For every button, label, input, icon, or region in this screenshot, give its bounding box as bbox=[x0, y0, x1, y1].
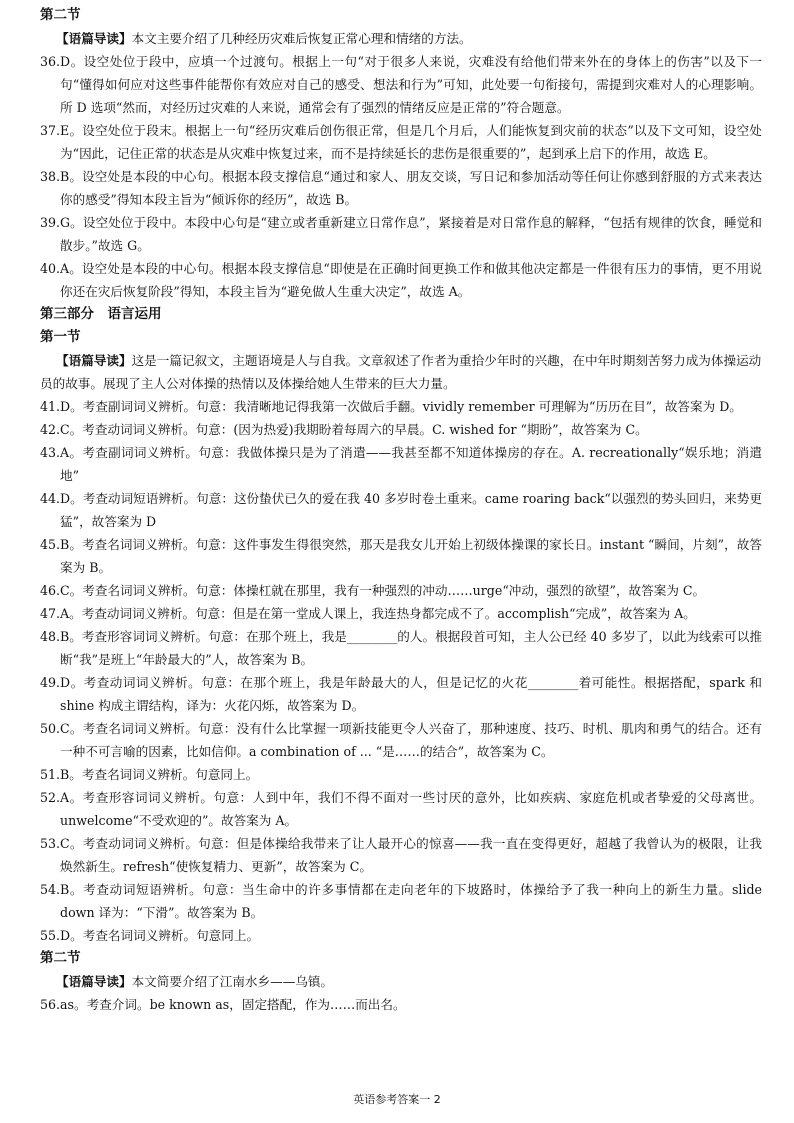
answer-item-49 bbox=[40, 671, 762, 717]
item-text: A。考查形容词词义辨析。句意：人到中年，我们不得不面对一些讨厌的意外，比如疾病、家庭危机或者挚爱的父母离世。unwelcome“不受欢迎的”。故答案为 A。 bbox=[60, 790, 762, 828]
guide-tag: 【语篇导读】 bbox=[56, 353, 132, 368]
item-text: B。考查动词短语辨析。句意：当生命中的许多事情都在走向老年的下坡路时，体操给予了我一种向上的新生力量。slide down 译为：“下滑”。故答案为 B。 bbox=[60, 882, 762, 920]
item-number: 46. bbox=[40, 583, 61, 598]
answer-item-43 bbox=[40, 441, 762, 487]
item-number: 50. bbox=[40, 721, 61, 736]
answer-item-56 bbox=[40, 993, 762, 1016]
section2-heading: 第二节 bbox=[40, 7, 81, 23]
answer-item-36 bbox=[40, 50, 762, 119]
item-number: 38. bbox=[40, 169, 61, 184]
item-text: A。考查副词词义辨析。句意：我做体操只是为了消遣——我甚至都不知道体操房的存在。A. recreationally“娱乐地；消遣地” bbox=[60, 445, 762, 483]
page-footer: 英语参考答案一 2 bbox=[353, 1093, 441, 1106]
item-text: C。考查动词词义辨析。句意：(因为热爱)我期盼着每周六的早晨。C. wished for “期盼”，故答案为 C。 bbox=[60, 422, 648, 437]
answer-item-54 bbox=[40, 878, 762, 924]
item-text: D。考查动词短语辨析。句意：这份蛰伏已久的爱在我 40 多岁时卷土重来。came roaring back“以强烈的势头回归，来势更猛”，故答案为 D bbox=[60, 491, 762, 529]
item-text: B。考查形容词词义辨析。句意：在那个班上，我是________的人。根据段首可知，主人公已经 40 多岁了，以此为线索可以推断“我”是班上“年龄最大的”人，故答案为 B。 bbox=[60, 629, 762, 667]
answer-item-47 bbox=[40, 602, 762, 625]
answer-item-42 bbox=[40, 418, 762, 441]
item-text: E。设空处位于段末。根据上一句“经历灾难后创伤很正常，但是几个月后，人们能恢复到灾前的状态”以及下文可知，设空处为“因此，记住正常的状态是从灾难中恢复过来，而不是持续延长的悲伤是很重要的”，起到承上启下的作用，故选 E。 bbox=[60, 123, 762, 161]
item-text: A。考查动词词义辨析。句意：但是在第一堂成人课上，我连热身都完成不了。accomplish“完成”，故答案为 A。 bbox=[60, 606, 696, 621]
item-text: B。设空处是本段的中心句。根据本段支撑信息“通过和家人、朋友交谈，写日记和参加活动等任何让你感到舒服的方式来表达你的感受”得知本段主旨为“倾诉你的经历”，故选 B。 bbox=[60, 169, 762, 207]
item-text: D。考查副词词义辨析。句意：我清晰地记得我第一次做后手翻。vividly remember 可理解为“历历在目”，故答案为 D。 bbox=[60, 399, 742, 414]
item-number: 49. bbox=[40, 675, 61, 690]
item-number: 40. bbox=[40, 261, 61, 276]
guide-text: 本文主要介绍了几种经历灾难后恢复正常心理和情绪的方法。 bbox=[131, 31, 472, 46]
item-text: B。考查名词词义辨析。句意同上。 bbox=[60, 767, 259, 782]
item-number: 54. bbox=[40, 882, 61, 897]
answer-item-53 bbox=[40, 832, 762, 878]
item-text: C。考查名词词义辨析。句意：没有什么比掌握一项新技能更令人兴奋了，那种速度、技巧、时机、肌肉和勇气的结合。还有一种不可言喻的因素，比如信仰。a combination of ... “是……的结合”，故答案为 C。 bbox=[60, 721, 762, 759]
guide-tag: 【语篇导读】 bbox=[56, 31, 132, 46]
item-text: as。考查介词。be known as，固定搭配，作为……而出名。 bbox=[60, 997, 406, 1012]
answer-item-40 bbox=[40, 257, 762, 303]
answer-page bbox=[40, 4, 762, 1084]
answer-item-38 bbox=[40, 165, 762, 211]
item-number: 48. bbox=[40, 629, 61, 644]
part3-guide bbox=[40, 349, 762, 395]
answer-item-52 bbox=[40, 786, 762, 832]
item-number: 42. bbox=[40, 422, 61, 437]
item-number: 55. bbox=[40, 928, 61, 943]
answer-item-55 bbox=[40, 924, 762, 947]
item-text: D。考查名词词义辨析。句意同上。 bbox=[60, 928, 260, 943]
item-number: 39. bbox=[40, 215, 61, 230]
item-number: 47. bbox=[40, 606, 61, 621]
part3-heading: 第三部分 语言运用 bbox=[40, 306, 162, 322]
item-number: 45. bbox=[40, 537, 61, 552]
item-number: 41. bbox=[40, 399, 61, 414]
item-text: C。考查动词词义辨析。句意：但是体操给我带来了让人最开心的惊喜——我一直在变得更好，超越了我曾认为的极限，让我焕然新生。refresh“使恢复精力、更新”，故答案为 C。 bbox=[60, 836, 762, 874]
item-number: 51. bbox=[40, 767, 61, 782]
part3-section1-heading: 第一节 bbox=[40, 329, 81, 345]
item-number: 44. bbox=[40, 491, 61, 506]
answer-item-37 bbox=[40, 119, 762, 165]
answer-item-41 bbox=[40, 395, 762, 418]
guide-tag: 【语篇导读】 bbox=[56, 974, 132, 989]
item-number: 53. bbox=[40, 836, 61, 851]
section2-guide bbox=[40, 27, 762, 50]
item-text: D。考查动词词义辨析。句意：在那个班上，我是年龄最大的人，但是记忆的火花________着可能性。根据搭配，spark 和 shine 构成主谓结构，译为：火花闪烁，故答案为 D。 bbox=[60, 675, 762, 713]
guide-text: 本文简要介绍了江南水乡——乌镇。 bbox=[131, 974, 334, 989]
item-text: G。设空处位于段中。本段中心句是“建立或者重新建立日常作息”，紧接着是对日常作息的解释，“包括有规律的饮食，睡觉和散步。”故选 G。 bbox=[60, 215, 762, 253]
answer-item-50 bbox=[40, 717, 762, 763]
answer-item-45 bbox=[40, 533, 762, 579]
item-text: D。设空处位于段中，应填一个过渡句。根据上一句“对于很多人来说，灾难没有给他们带来外在的身体上的伤害”以及下一句“懂得如何应对这些事件能帮你有效应对自己的感受、想法和行为”可知，此处要一句衔接句，需提到灾难对人的心理影响。所 D 选项“然而，对经历过灾难的人来说，通常会有了强烈的情绪反应是正常的”符合题意。 bbox=[60, 54, 762, 115]
answer-item-48 bbox=[40, 625, 762, 671]
item-number: 52. bbox=[40, 790, 61, 805]
item-number: 36. bbox=[40, 54, 61, 69]
item-number: 37. bbox=[40, 123, 61, 138]
answer-item-39 bbox=[40, 211, 762, 257]
item-text: A。设空处是本段的中心句。根据本段支撑信息“即使是在正确时间更换工作和做其他决定都是一件很有压力的事情，更不用说你还在灾后恢复阶段”得知，本段主旨为“避免做人生重大决定”，故选 A。 bbox=[60, 261, 762, 299]
item-number: 56. bbox=[40, 997, 61, 1012]
item-text: C。考查名词词义辨析。句意：体操杠就在那里，我有一种强烈的冲动……urge“冲动，强烈的欲望”，故答案为 C。 bbox=[60, 583, 706, 598]
part3-section2-heading: 第二节 bbox=[40, 950, 81, 966]
item-text: B。考查名词词义辨析。句意：这件事发生得很突然，那天是我女儿开始上初级体操课的家长日。instant “瞬间，片刻”，故答案为 B。 bbox=[60, 537, 762, 575]
answer-item-51 bbox=[40, 763, 762, 786]
answer-item-46 bbox=[40, 579, 762, 602]
item-number: 43. bbox=[40, 445, 61, 460]
part3-section2-guide bbox=[40, 970, 762, 993]
answer-item-44 bbox=[40, 487, 762, 533]
guide-text: 这是一篇记叙文，主题语境是人与自我。文章叙述了作者为重拾少年时的兴趣，在中年时期刻苦努力成为体操运动员的故事。展现了主人公对体操的热情以及体操给她人生带来的巨大力量。 bbox=[40, 353, 762, 391]
